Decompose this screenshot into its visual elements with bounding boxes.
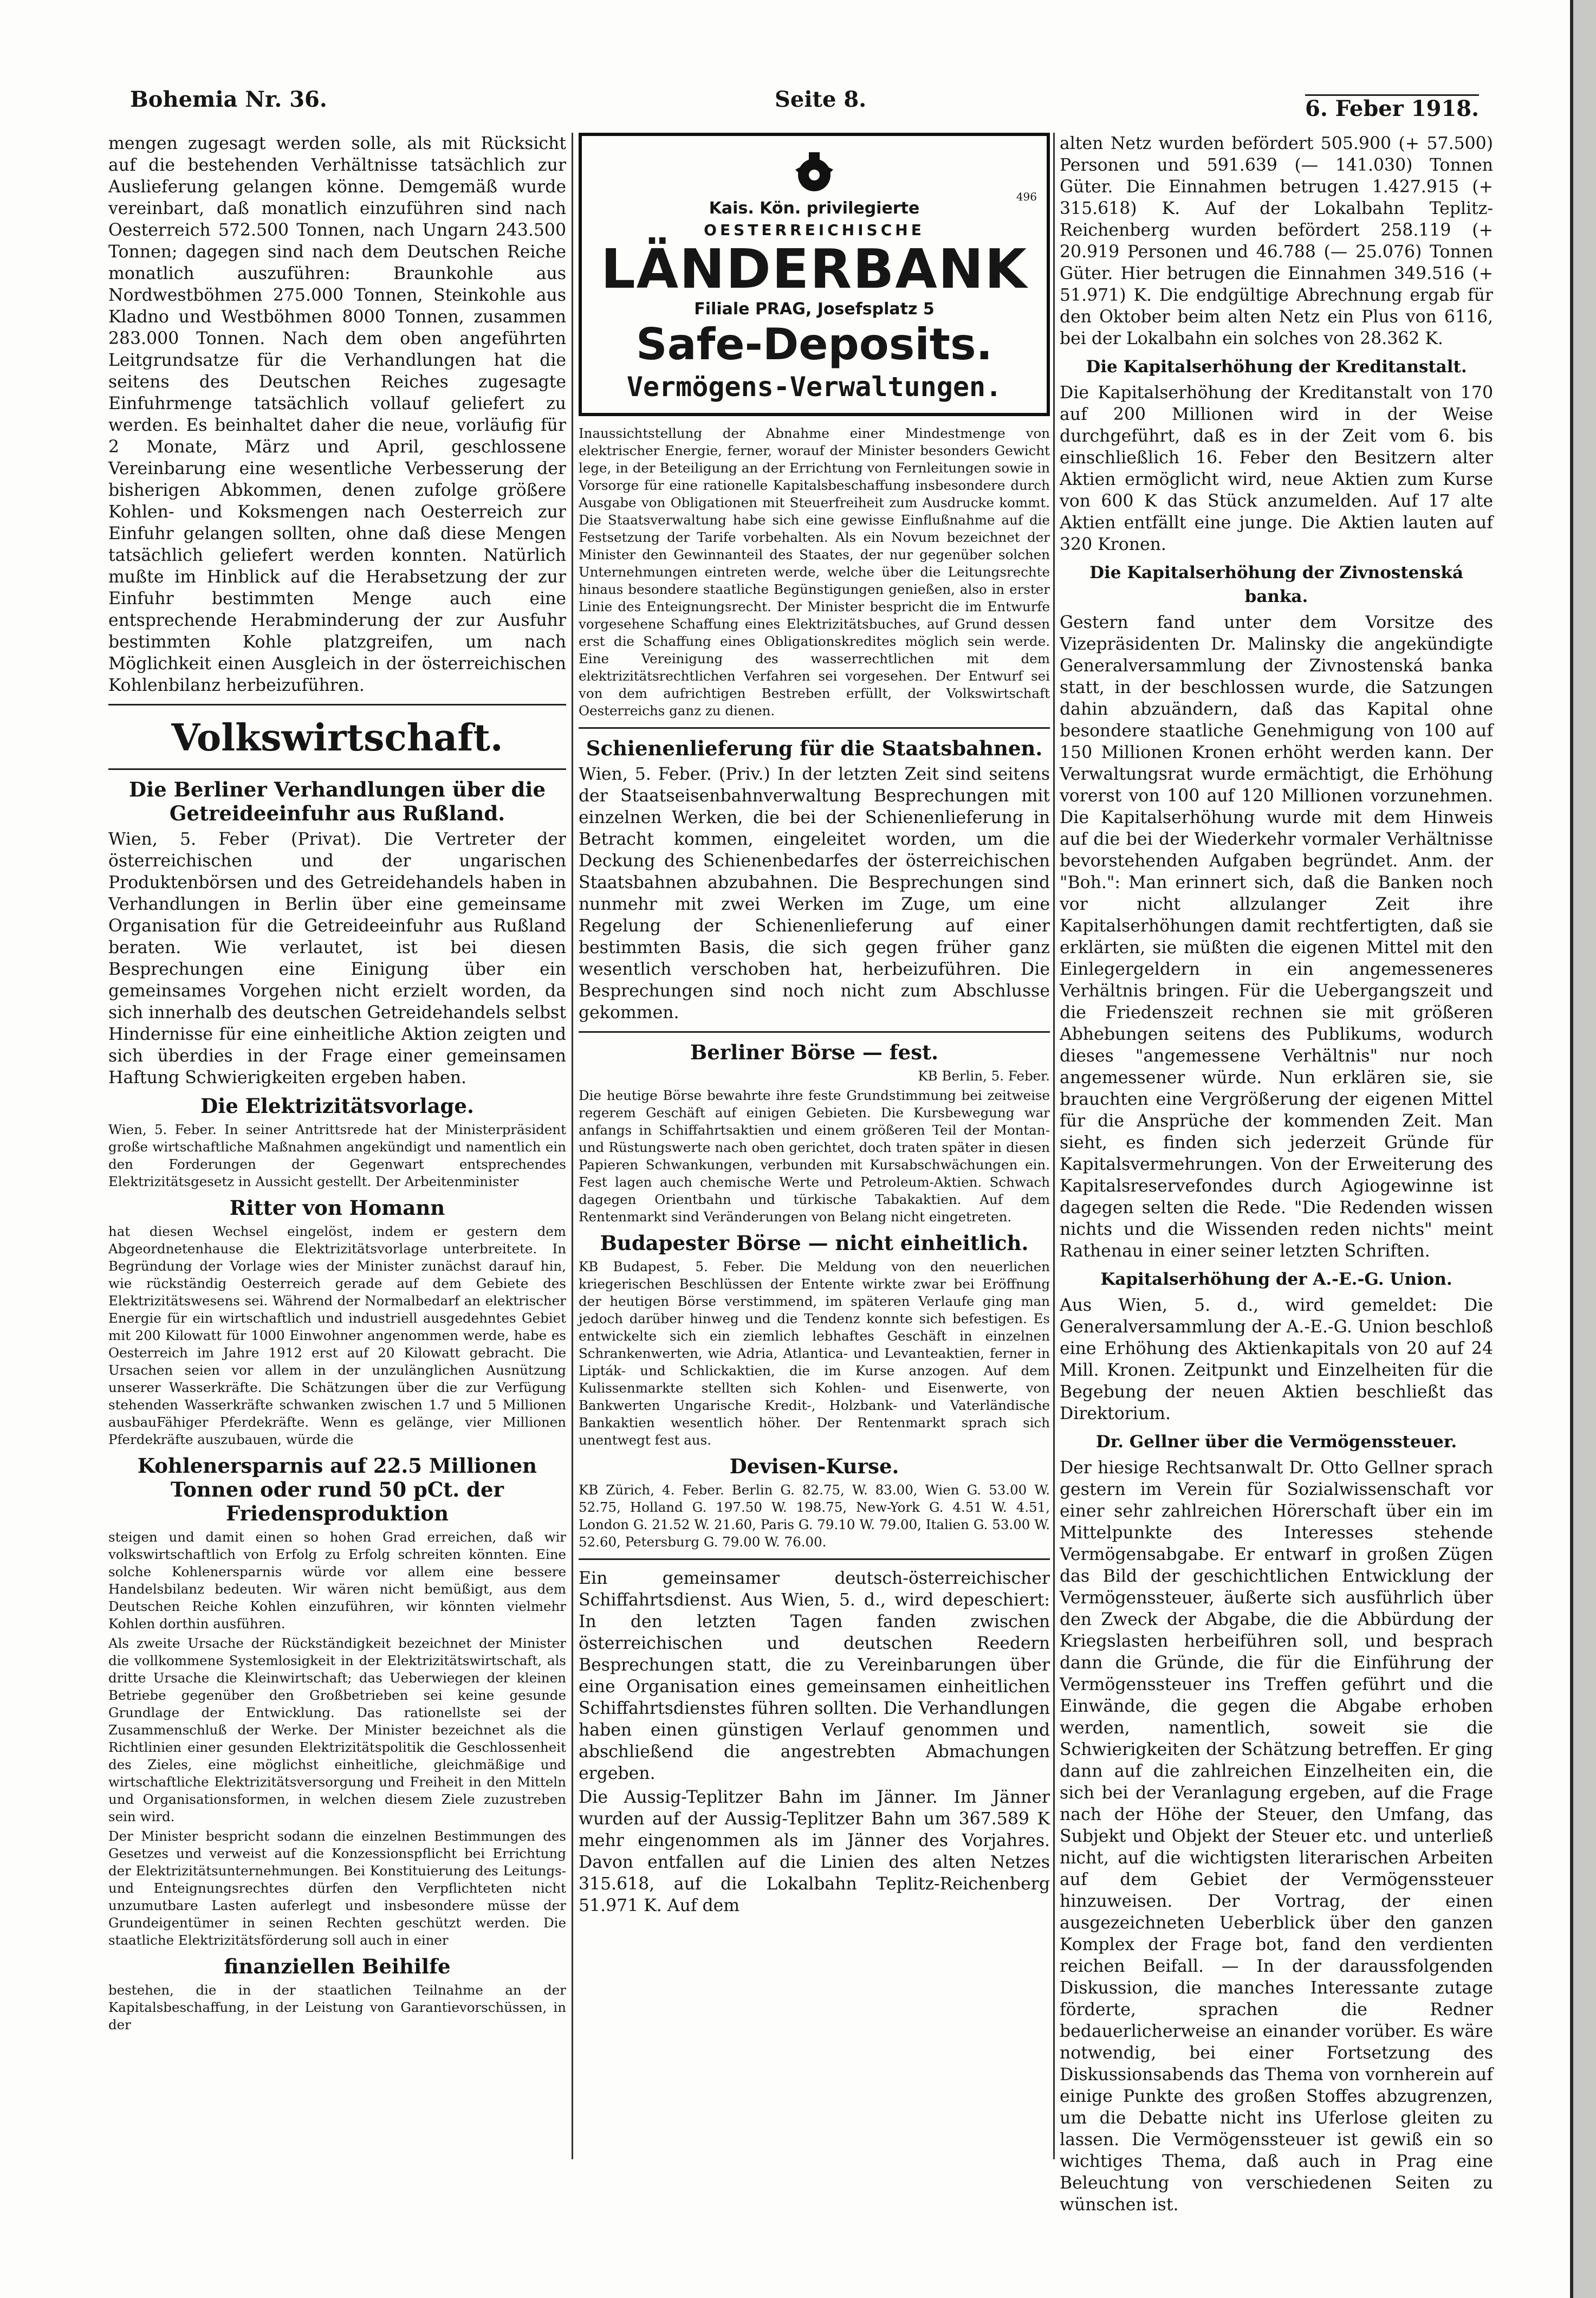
column-rule-1 — [572, 133, 573, 2159]
ad-privileged: Kais. Kön. privilegierte — [709, 199, 920, 218]
headline: Dr. Gellner über die Vermögenssteuer. — [1095, 1432, 1457, 1452]
headline: Budapester Börse — nicht einheitlich. — [600, 1231, 1029, 1255]
header-page-number: Seite 8. — [775, 87, 867, 112]
article-text: Die Aussig-Teplitzer Bahn im Jänner. Im Jänner wurden auf der Aussig-Teplitzer Bahn um 367.589 K mehr eingenommen als im Jänner des Vorjahres. Davon entfallen auf die Linien des alten Netzes 315.618, auf die Lokalbahn Teplitz-Reichenberg 51.971 K. Auf dem — [579, 1788, 1050, 1915]
ad-safe-deposits: Safe-Deposits. — [635, 319, 993, 370]
article-text: Aus Wien, 5. d., wird gemeldet: Die Generalversammlung der A.-E.-G. Union beschloß eine Erhöhung des Aktienkapitals von 20 auf 24 Mill. Kronen. Zeitpunkt und Einzelheiten für die Begebung der neuen Aktien beschließt das Direktorium. — [1060, 1296, 1493, 1423]
headline: Die Kapitalserhöhung der Kreditanstalt. — [1086, 357, 1467, 377]
headline: Schienenlieferung für die Staatsbahnen. — [586, 736, 1043, 760]
header-newspaper: Bohemia Nr. 36. — [130, 87, 327, 112]
article-text: steigen und damit einen so hohen Grad erreichen, daß wir volkswirtschaftlich von Erfolg zu Erfolg schreiten könnten. Eine solche Kohlenersparnis würde vor allem eine bessere Handelsbilanz bedeuten. Wir wären nicht bemüßigt, aus dem Deutschen Reiche Kohlen einzuführen, wir könnten vielmehr Kohlen dorthin ausführen. — [108, 1529, 566, 1632]
article-text: Wien, 5. Feber. (Priv.) In der letzten Zeit sind seitens der Staatseisenbahnverwaltung Besprechungen mit einzelnen Werken, die bei der Schienenlieferung in Betracht kommen, eingeleitet worden, um die Deckung des Schienenbedarfes der österreichischen Staatsbahnen abzubahnen. Die Besprechungen sind nunmehr mit zwei Werken im Zuge, um eine Regelung der Schienenlieferung auf einer bestimmten Basis, die sich gegen früher ganz wesentlich verschoben hat, herbeizuführen. Die Besprechungen sind noch nicht zum Abschlusse gekommen. — [579, 765, 1050, 1022]
column-rule-2 — [1053, 133, 1055, 2159]
section-title: Volkswirtschaft. — [171, 716, 503, 760]
subheadline: finanziellen Beihilfe — [224, 1954, 451, 1978]
article-text: Der Minister bespricht sodann die einzelnen Bestimmungen des Gesetzes und verweist auf die Konzessionspflicht bei Errichtung der Elektrizitätsunternehmungen. Bei Konstituierung des Leitungs- und Enteignungsrechtes dürfen den Verpflichteten nicht unzumutbare Lasten auferlegt und insbesondere müsse der Grundeigentümer in seinen Rechten geschützt werden. Die staatliche Elektrizitätsförderung soll auch in einer — [108, 1828, 566, 1948]
exchange-rates: KB Zürich, 4. Feber. Berlin G. 82.75, W. 83.00, Wien G. 53.00 W. 52.75, Holland G. 197.50 W. 198.75, New-York G. 4.51 W. 4.51, London G. 21.52 W. 21.60, Paris G. 79.10 W. 79.00, Italien G. 53.00 W. 52.60, Petersburg G. 79.00 W. 76.00. — [579, 1482, 1050, 1550]
article-text: Inaussichtstellung der Abnahme einer Mindestmenge von elektrischer Energie, ferner, worauf der Minister besonders Gewicht lege, in der Beteiligung an der Errichtung von Fernleitungen sowie in Vorsorge für eine rationelle Kapitalsbeschaffung insbesondere durch Ausgabe von Obligationen mit Steuerfreiheit zum Ausdrucke kommt. Die Staatsverwaltung habe sich eine gewisse Einflußnahme auf die Festsetzung der Tarife vorbehalten. Als ein Novum bezeichnet der Minister den Gewinnanteil des Staates, der nur gegenüber solchen Unternehmungen eintreten werde, welche über die Leitungsrechte hinaus besondere staatliche Begünstigungen genießen, also in erster Linie des Enteignungsrecht. Der Minister bespricht die im Entwurfe vorgesehene Schaffung eines Elektrizitätsbuches, auf Grund dessen erst die Schaffung eines Obligationskredites möglich sein werde. Eine Vereinigung des wasserrechtlichen mit dem elektrizitätsrechtlichen Verfahren sei vorgesehen. Der Entwurf sei von dem aufrichtigen Bestreben erfüllt, der Volkswirtschaft Oesterreichs ganz zu dienen. — [579, 425, 1050, 718]
article-text: KB Budapest, 5. Feber. Die Meldung von den neuerlichen kriegerischen Beschlüssen der Entente wirkte zwar bei Eröffnung der heutigen Börse verstimmend, im späteren Verlaufe ging man jedoch darüber hinweg und die Tendenz konnte sich befestigen. Es entwickelte sich ein ziemlich lebhaftes Geschäft in einzelnen Schrankenwerten, wie Adria, Atlantica- und Levanteaktien, ferner in Lipták- und Schlickaktien, die im Kurse anzogen. Auf dem Kulissenmarkte stellten sich Kohlen- und Eisenwerte, von Bankwerten Ungarische Kredit-, Holzbank- und Vaterländische Bankaktien wesentlich höher. Der Rentenmarkt sprach sich unentwegt fest aus. — [579, 1259, 1050, 1448]
article-text: Wien, 5. Feber. In seiner Antrittsrede hat der Ministerpräsident große wirtschaftliche Maßnahmen angekündigt und namentlich ein den Forderungen der Gegenwart entsprechendes Elektrizitätsgesetz in Aussicht gestellt. Der Arbeitenminister — [108, 1122, 566, 1189]
ad-asset-management: Vermögens-Verwaltungen. — [626, 371, 1002, 403]
article-text: mengen zugesagt werden solle, als mit Rücksicht auf die bestehenden Verhältnisse tatsächlich zur Auslieferung gelangen könne. Demgemäß wurde vereinbart, daß monatlich einzuführen sind nach Oesterreich 572.500 Tonnen, nach Ungarn 243.500 Tonnen; dagegen sind nach dem Deutschen Reiche monatlich auszuführen: Braunkohle aus Nordwestböhmen 275.000 Tonnen, Steinkohle aus Kladno und Westböhmen 8000 Tonnen, zusammen 283.000 Tonnen. Nach dem oben angeführten Leitgrundsatze für die Verhandlungen hat die seitens des Deutschen Reiches zugesagte Einfuhrmenge tatsächlich vollauf geliefert zu werden. Es beinhaltet daher die neue, vorläufig für 2 Monate, März und April, geschlossene Vereinbarung eine wesentliche Verbesserung der bisherigen Abkommen, denen zufolge größere Kohlen- und Koksmengen nach Oesterreich zur Einfuhr gelangen sollten, ohne daß diese Mengen tatsächlich geliefert werden konnten. Natürlich mußte im Hinblick auf die Herabsetzung der zur Einfuhr bestimmten Menge auch eine entsprechende Herabminderung der zur Ausfuhr bestimmten Kohle platzgreifen, um nach Möglichkeit einen Ausgleich in der österreichischen Kohlenbilanz herbeizuführen. — [108, 134, 566, 695]
divider — [108, 704, 566, 705]
eagle-emblem-icon — [790, 148, 839, 197]
article-text: Gestern fand unter dem Vorsitze des Vizepräsidenten Dr. Malinsky die angekündigte Generalversammlung der Zivnostenská banka statt, in der beschlossen wurde, die Satzungen dahin abzuändern, daß das Kapital ohne besondere staatliche Genehmigung von 100 auf 150 Millionen Kronen erhöht werden kann. Der Verwaltungsrat wurde ermächtigt, die Erhöhung vorerst von 100 auf 120 Millionen vorzunehmen. Die Kapitalserhöhung wurde mit dem Hinweis auf die bei der Wiederkehr vormaler Verhältnisse bevorstehenden Aufgaben begründet. Anm. der "Boh.": Man erinnert sich, daß die Banken noch vor nicht allzulanger Zeit ihre Kapitalserhöhungen damit rechtfertigten, daß sie erklärten, sie müßten die eigenen Mittel mit den Einlegergeldern in ein angemesseneres Verhältnis bringen. Für die Uebergangszeit und die Friedenszeit rechnen sie mit größeren Abhebungen seitens des Publikums, wodurch dieses "angemessene Verhältnis" nur noch angemessener würde. Nun erklären sie, sie brauchten eine Vergrößerung der eigenen Mittel für die Ansprüche der kommenden Zeit. Man sieht, es finden sich jederzeit Gründe für Kapitalsvermehrungen. Von der Erweiterung des Kapitalsreservefondes durch Agiogewinne ist dagegen selten die Rede. "Die Redenden wissen nichts und die Wissenden reden nichts" meint Rathenau in einer seiner letzten Schriften. — [1060, 613, 1493, 1261]
page-edge — [1573, 0, 1596, 2298]
dateline: KB Berlin, 5. Feber. — [918, 1068, 1050, 1084]
column-1 — [108, 133, 566, 2165]
ad-austrian: OESTERREICHISCHE — [704, 221, 925, 239]
bank-advertisement — [579, 133, 1050, 416]
headline: Devisen-Kurse. — [729, 1454, 899, 1478]
article-text: hat diesen Wechsel eingelöst, indem er gestern dem Abgeordnetenhause die Elektrizitätsvorlage unterbreitete. In Begründung der Vorlage wies der Minister zunächst darauf hin, wie rückständig Oesterreich gerade auf dem Gebiete des Elektrizitätswesens sei. Während der Normalbedarf an elektrischer Energie für ein wirtschaftlich und industriell ausgedehntes Gebiet mit 200 Kilowatt für 1000 Einwohner angenommen werde, habe es Oesterreich im Jahre 1912 erst auf 20 Kilowatt gebracht. Die Ursachen seien vor allem in der unzulänglichen Ausnützung unserer Wasserkräfte. Die Schätzungen über die zur Verfügung stehenden Wasserkräfte schwanken zwischen 1.7 und 5 Millionen ausbauFähiger Pferdekräfte. Wenn es gelänge, vier Millionen Pferdekräfte auszubauen, würde die — [108, 1224, 566, 1447]
ad-bank-name: LÄNDERBANK — [601, 237, 1028, 301]
headline: Berliner Börse — fest. — [690, 1040, 939, 1064]
subheadline: Ritter von Homann — [229, 1196, 445, 1220]
article-text: Die heutige Börse bewahrte ihre feste Grundstimmung bei zeitweise regerem Geschäft auf einigen Gebieten. Die Kursbewegung war anfangs in Schiffahrtsaktien und einem größeren Teil der Montan- und Rüstungswerte nach oben gerichtet, doch traten später in diesen Papieren Schwankungen, verbunden mit Kursabschwächungen ein. Fest lagen auch chemische Werte und Petroleum-Aktien. Schwach dagegen Orientbahn und türkische Tabakaktien. Auf dem Rentenmarkt sind Veränderungen von Belang nicht eingetreten. — [579, 1087, 1050, 1225]
article-text: bestehen, die in der staatlichen Teilnahme an der Kapitalsbeschaffung, in der Leistung von Garantievorschüssen, in der — [108, 1982, 566, 2032]
article-text: Die Kapitalserhöhung der Kreditanstalt von 170 auf 200 Millionen wird in der Weise durchgeführt, daß es in der Zeit vom 6. bis einschließlich 16. Feber den Besitzern alter Aktien ermöglicht wird, neue Aktien zum Kurse von 600 K das Stück anzumelden. Auf 17 alte Aktien entfällt eine junge. Die Aktien lauten auf 320 Kronen. — [1060, 383, 1493, 554]
page-header — [130, 87, 1479, 119]
article-text: Der hiesige Rechtsanwalt Dr. Otto Gellner sprach gestern im Verein für Sozialwissenschaft vor einer sehr zahlreichen Hörerschaft über ein im Mittelpunkte des Interesses stehende Vermögensabgabe. Er entwarf in großen Zügen das Bild der geschichtlichen Entwicklung der Vermögenssteuer, äußerte sich ausführlich über den Zweck der Abgabe, die die Abbürdung der Kriegslasten herbeiführen soll, und besprach dann die Gründe, die für die Einführung der Vermögenssteuer ins Treffen geführt und die Einwände, die gegen die Abgabe erhoben werden, namentlich, soweit sie die Schwierigkeiten der Schätzung betreffen. Er ging dann auf die zahlreichen Einzelheiten ein, die sich bei der Veranlagung ergeben, auf die Frage nach der Höhe der Steuer, den Umfang, das Subjekt und Objekt der Steuer etc. und unterließ nicht, auf die wichtigsten literarischen Arbeiten auf dem Gebiet der Vermögenssteuer hinzuweisen. Der Vortrag, der einen ausgezeichneten Ueberblick über den ganzen Komplex der Frage bot, fand den verdienten reichen Beifall. — In der daraussfolgenden Diskussion, die manches Interessante zutage förderte, sprachen die Redner bedauerlicherweise an einander vorüber. Es wäre notwendig, bei einer Fortsetzung des Diskussionsabends das Thema von vornherein auf einige Punkte des großen Stoffes abzugrenzen, um die Debatte nicht ins Uferlose gleiten zu lassen. Die Vermögenssteuer ist gewiß ein so wichtiges Thema, daß auch in Prag eine Beleuchtung von verschiedenen Seiten zu wünschen ist. — [1060, 1458, 1493, 2215]
divider — [579, 1558, 1050, 1560]
headline: Die Kapitalserhöhung der Zivnostenská banka. — [1089, 563, 1463, 606]
divider — [108, 768, 566, 770]
headline: Die Berliner Verhandlungen über die Getreideeinfuhr aus Rußland. — [129, 778, 546, 825]
header-date: 6. Feber 1918. — [1305, 94, 1479, 121]
article-text: Wien, 5. Feber (Privat). Die Vertreter der österreichischen und der ungarischen Produktenbörsen und des Getreidehandels haben in Verhandlungen in Berlin über eine gemeinsame Organisation für die Getreideeinfuhr aus Rußland beraten. Wie verlautet, ist bei diesen Besprechungen eine Einigung über ein gemeinsames Vorgehen nicht erzielt worden, da sich innerhalb des deutschen Getreidehandels selbst Hindernisse für eine einheitliche Aktion zeigten und sich überdies in der Frage einer gemeinsamen Haftung Schwierigkeiten ergeben haben. — [108, 830, 566, 1087]
subheadline: Kohlenersparnis auf 22.5 Millionen Tonnen oder rund 50 pCt. der Friedensproduktion — [137, 1454, 537, 1525]
article-text: Als zweite Ursache der Rückständigkeit bezeichnet der Minister die vollkommene Systemlosigkeit in der Elektrizitätswirtschaft, als dritte Ursache die Kleinwirtschaft; das Ueberwiegen der kleinen Betriebe gegenüber den Großbetrieben sei keine gesunde Grundlage der Entwicklung. Das rationellste sei der Zusammenschluß der Werke. Der Minister bezeichnet als die Richtlinien einer gesunden Elektrizitätspolitik die Geschlossenheit des Zieles, eine möglichst einheitliche, gleichmäßige und wirtschaftliche Elektrizitätsversorgung und Freiheit in den Mitteln und Organisationsformen, in welchen diesem Ziele zuzustreben sein wird. — [108, 1635, 566, 1824]
headline: Die Elektrizitätsvorlage. — [200, 1094, 474, 1118]
ad-branch: Filiale PRAG, Josefsplatz 5 — [694, 300, 935, 319]
article-text: Ein gemeinsamer deutsch-österreichischer Schiffahrtsdienst. Aus Wien, 5. d., wird depeschiert: In den letzten Tagen fanden zwischen österreichischen und deutschen Reedern Besprechungen statt, die zu Vereinbarungen über eine Organisation eines gemeinsamen einheitlichen Schiffahrtsdienstes führen sollten. Die Verhandlungen haben einen günstigen Verlauf genommen und abschließend die angestrebten Abmachungen ergeben. — [579, 1569, 1050, 1783]
ad-code: 496 — [1016, 190, 1037, 203]
column-3 — [1060, 133, 1493, 2215]
divider — [579, 1031, 1050, 1033]
column-2 — [579, 133, 1050, 2165]
divider — [579, 727, 1050, 729]
article-text: alten Netz wurden befördert 505.900 (+ 57.500) Personen und 591.639 (— 141.030) Tonnen Güter. Die Einnahmen betrugen 1.427.915 (+ 315.618) K. Auf der Lokalbahn Teplitz-Reichenberg wurden befördert 258.119 (+ 20.919 Personen und 46.788 (— 25.076) Tonnen Güter. Hier betrugen die Einnahmen 349.516 (+ 51.971) K. Die endgültige Abrechnung ergab für den Oktober beim alten Netz ein Plus von 6116, bei der Lokalbahn ein solches von 28.362 K. — [1060, 134, 1493, 348]
headline: Kapitalserhöhung der A.-E.-G. Union. — [1100, 1270, 1452, 1289]
